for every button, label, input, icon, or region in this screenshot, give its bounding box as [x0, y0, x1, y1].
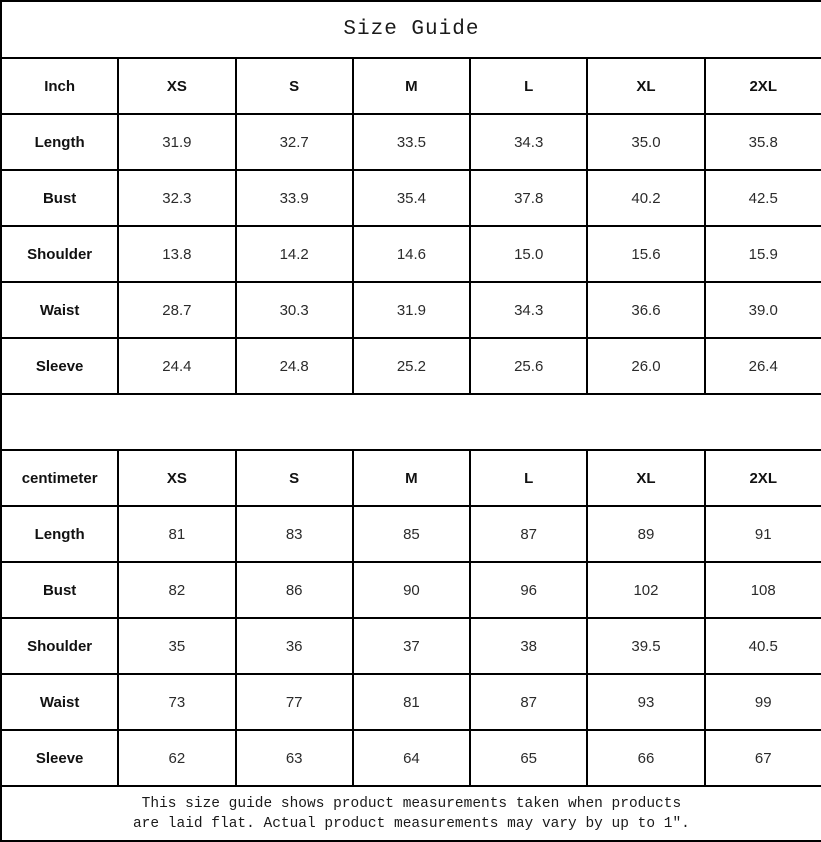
size-cell: 38: [470, 618, 587, 674]
size-cell: 83: [236, 506, 353, 562]
size-cell: 15.6: [587, 226, 704, 282]
size-cell: 108: [705, 562, 821, 618]
size-cell: 36: [236, 618, 353, 674]
measurement-row-cm-shoulder: [1, 618, 821, 674]
size-cell: 35.4: [353, 170, 470, 226]
size-cell: 96: [470, 562, 587, 618]
size-cell: 36.6: [587, 282, 704, 338]
size-cell: 65: [470, 730, 587, 786]
size-cell: 35.8: [705, 114, 821, 170]
row-label: Shoulder: [1, 618, 118, 674]
row-label: Length: [1, 506, 118, 562]
size-cell: 33.9: [236, 170, 353, 226]
row-label: Sleeve: [1, 730, 118, 786]
footer-line2: are laid flat. Actual product measurements may vary by up to 1″.: [132, 815, 690, 832]
size-cell: 93: [587, 674, 704, 730]
size-cell: 14.6: [353, 226, 470, 282]
measurement-row-inch-bust: [1, 170, 821, 226]
size-cell: 40.2: [587, 170, 704, 226]
size-cell: 35.0: [587, 114, 704, 170]
measurement-row-cm-waist: [1, 674, 821, 730]
size-cell: 63: [236, 730, 353, 786]
size-cell: 39.0: [705, 282, 821, 338]
size-column-header-2xl: 2XL: [705, 58, 821, 114]
size-column-header-l: L: [470, 58, 587, 114]
size-cell: 25.6: [470, 338, 587, 394]
spacer-cell: [1, 394, 821, 450]
page-title: Size Guide: [1, 1, 821, 58]
size-cell: 86: [236, 562, 353, 618]
size-cell: 81: [118, 506, 235, 562]
title-row: [1, 1, 821, 58]
size-column-header-xl: XL: [587, 450, 704, 506]
size-cell: 77: [236, 674, 353, 730]
size-cell: 28.7: [118, 282, 235, 338]
size-cell: 34.3: [470, 114, 587, 170]
size-column-header-l: L: [470, 450, 587, 506]
row-label: Waist: [1, 674, 118, 730]
size-cell: 26.4: [705, 338, 821, 394]
size-cell: 40.5: [705, 618, 821, 674]
row-label: Bust: [1, 170, 118, 226]
size-cell: 42.5: [705, 170, 821, 226]
size-cell: 64: [353, 730, 470, 786]
size-cell: 81: [353, 674, 470, 730]
size-cell: 33.5: [353, 114, 470, 170]
size-column-header-xs: XS: [118, 58, 235, 114]
size-cell: 31.9: [118, 114, 235, 170]
row-label: Bust: [1, 562, 118, 618]
size-cell: 37: [353, 618, 470, 674]
unit-header-centimeter: centimeter: [1, 450, 118, 506]
size-cell: 15.9: [705, 226, 821, 282]
size-cell: 102: [587, 562, 704, 618]
row-label: Shoulder: [1, 226, 118, 282]
size-cell: 85: [353, 506, 470, 562]
row-label: Waist: [1, 282, 118, 338]
size-cell: 87: [470, 506, 587, 562]
size-cell: 89: [587, 506, 704, 562]
size-cell: 32.3: [118, 170, 235, 226]
size-cell: 37.8: [470, 170, 587, 226]
size-cell: 91: [705, 506, 821, 562]
size-cell: 32.7: [236, 114, 353, 170]
size-column-header-s: S: [236, 450, 353, 506]
size-cell: 90: [353, 562, 470, 618]
footer-note: [1, 786, 821, 841]
size-cell: 39.5: [587, 618, 704, 674]
spacer-row: [1, 394, 821, 450]
size-cell: 14.2: [236, 226, 353, 282]
size-cell: 26.0: [587, 338, 704, 394]
size-column-header-2xl: 2XL: [705, 450, 821, 506]
size-column-header-xl: XL: [587, 58, 704, 114]
size-column-header-xs: XS: [118, 450, 235, 506]
size-cell: 62: [118, 730, 235, 786]
measurement-row-inch-shoulder: [1, 226, 821, 282]
size-column-header-s: S: [236, 58, 353, 114]
measurement-row-inch-waist: [1, 282, 821, 338]
measurement-row-cm-bust: [1, 562, 821, 618]
size-cell: 13.8: [118, 226, 235, 282]
row-label: Length: [1, 114, 118, 170]
measurement-row-cm-length: [1, 506, 821, 562]
size-cell: 24.8: [236, 338, 353, 394]
size-cell: 73: [118, 674, 235, 730]
size-cell: 67: [705, 730, 821, 786]
size-cell: 87: [470, 674, 587, 730]
size-cell: 25.2: [353, 338, 470, 394]
footer-line1: This size guide shows product measurements taken when products: [141, 795, 682, 812]
inch-header-row: [1, 58, 821, 114]
size-cell: 82: [118, 562, 235, 618]
measurement-row-inch-length: [1, 114, 821, 170]
size-cell: 30.3: [236, 282, 353, 338]
measurement-row-inch-sleeve: [1, 338, 821, 394]
size-cell: 66: [587, 730, 704, 786]
unit-header-inch: Inch: [1, 58, 118, 114]
size-cell: 35: [118, 618, 235, 674]
size-cell: 24.4: [118, 338, 235, 394]
size-cell: 99: [705, 674, 821, 730]
size-cell: 34.3: [470, 282, 587, 338]
measurement-row-cm-sleeve: [1, 730, 821, 786]
footer-row: [1, 786, 821, 841]
size-column-header-m: M: [353, 58, 470, 114]
centimeter-header-row: [1, 450, 821, 506]
size-column-header-m: M: [353, 450, 470, 506]
size-cell: 31.9: [353, 282, 470, 338]
size-cell: 15.0: [470, 226, 587, 282]
row-label: Sleeve: [1, 338, 118, 394]
